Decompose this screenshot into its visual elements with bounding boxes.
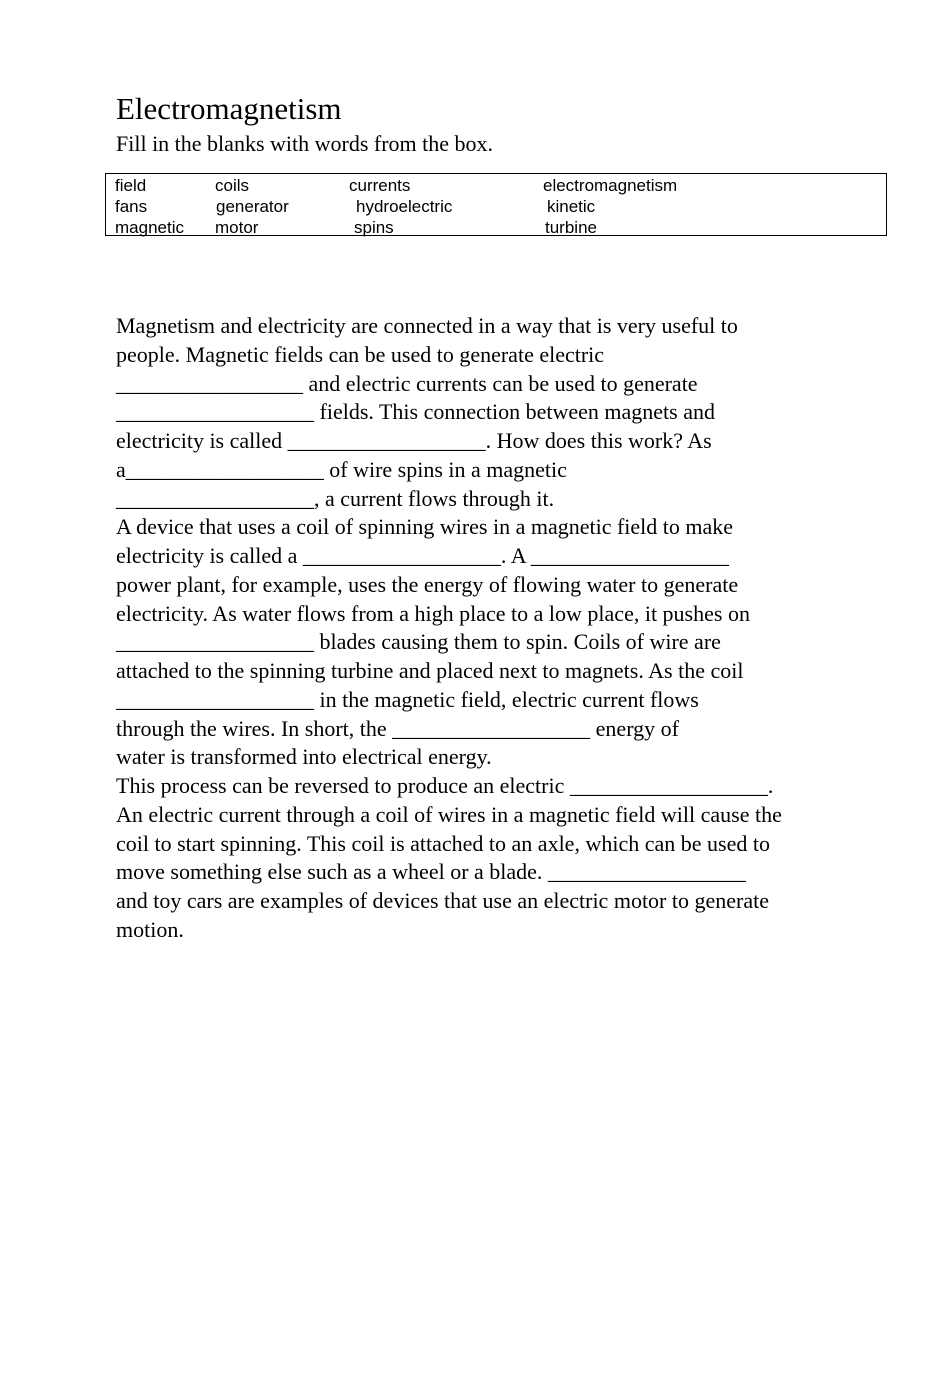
worksheet-title: Electromagnetism <box>116 91 342 126</box>
passage-line: An electric current through a coil of wires in a magnetic field will cause the <box>116 801 782 827</box>
word-bank-item: spins <box>354 218 394 237</box>
word-bank-box <box>105 173 887 236</box>
passage-line: people. Magnetic fields can be used to generate electric <box>116 341 605 367</box>
passage-line: electricity is called a __________________. A __________________ <box>116 543 729 568</box>
passage-line: a__________________ of wire spins in a magnetic <box>116 456 567 482</box>
passage-line: power plant, for example, uses the energy of flowing water to generate <box>116 571 739 597</box>
passage-line: coil to start spinning. This coil is attached to an axle, which can be used to <box>116 830 770 856</box>
passage-line: __________________, a current flows through it. <box>116 485 555 511</box>
word-bank-item: coils <box>215 176 250 195</box>
passage-line: This process can be reversed to produce an electric __________________. <box>116 773 774 798</box>
word-bank-item: hydroelectric <box>356 197 453 216</box>
passage-line: electricity is called __________________. How does this work? As <box>116 428 712 453</box>
passage-line: attached to the spinning turbine and placed next to magnets. As the coil <box>116 658 744 683</box>
passage-line: and toy cars are examples of devices that use an electric motor to generate <box>116 888 769 913</box>
fill-in-passage <box>116 312 782 945</box>
word-bank-item: turbine <box>545 218 597 237</box>
passage-line: move something else such as a wheel or a blade. __________________ <box>116 859 746 885</box>
word-bank-item: generator <box>216 197 289 216</box>
passage-line: water is transformed into electrical energy. <box>116 744 492 770</box>
word-bank-item: electromagnetism <box>543 176 678 195</box>
passage-line: __________________ fields. This connection between magnets and <box>116 399 715 425</box>
word-bank-item: motor <box>215 218 259 237</box>
passage-line: __________________ in the magnetic field, electric current flows <box>116 686 699 712</box>
passage-line: Magnetism and electricity are connected in a way that is very useful to <box>116 313 738 338</box>
word-bank-item: fans <box>115 197 148 216</box>
word-bank-item: field <box>115 176 147 195</box>
passage-line: A device that uses a coil of spinning wires in a magnetic field to make <box>116 514 734 540</box>
instruction-text: Fill in the blanks with words from the box. <box>116 131 494 156</box>
word-bank-item: magnetic <box>115 218 184 237</box>
passage-line: motion. <box>116 916 184 942</box>
passage-line: electricity. As water flows from a high place to a low place, it pushes on <box>116 600 750 626</box>
word-bank-item: kinetic <box>547 197 596 216</box>
word-bank-item: currents <box>349 176 411 195</box>
passage-line: __________________ blades causing them to spin. Coils of wire are <box>116 629 721 655</box>
passage-line: _________________ and electric currents can be used to generate <box>116 370 698 396</box>
passage-line: through the wires. In short, the __________________ energy of <box>116 715 679 741</box>
